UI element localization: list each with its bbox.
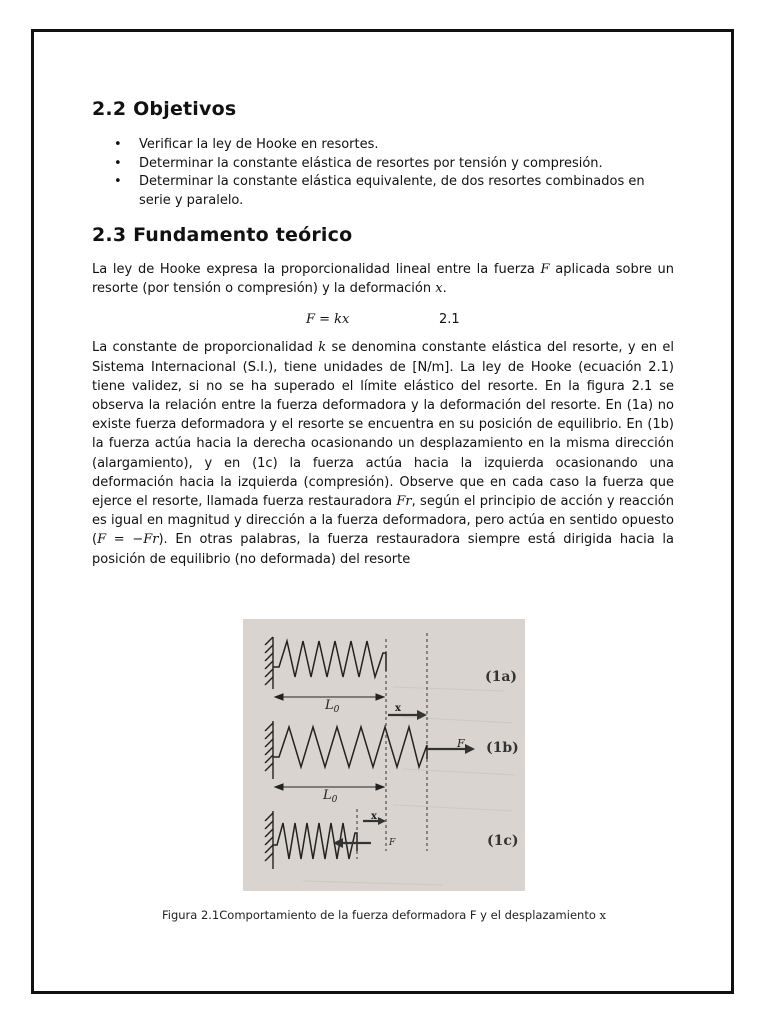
spring-1a: [273, 641, 386, 677]
hooke-intro-paragraph: [92, 260, 674, 298]
math-symbol: F: [540, 262, 550, 277]
case-1c-label: (1c): [487, 833, 519, 849]
text-run: ). En otras palabras, la fuerza restauradora siempre está dirigida hacia la posición de equilibrio (no deformada) del resorte: [92, 532, 674, 567]
page-content: [92, 98, 674, 569]
spring-figure: [243, 619, 525, 891]
L0-label-mid: $L_0$: [323, 788, 338, 805]
objetivo-item: • Determinar la constante elástica equivalente, de dos resortes combinados en serie y paralelo.: [92, 173, 674, 210]
text-run: aplicada sobre un resorte (por tensión o compresión) y la deformación: [92, 262, 675, 297]
text-run: La ley de Hooke expresa la proporcionalidad lineal entre la fuerza: [92, 262, 541, 277]
x-label-bottom: x: [371, 811, 377, 822]
hooke-equation: F = kx: [306, 312, 350, 328]
math-symbol: x: [435, 281, 443, 297]
math-symbol: Fr: [396, 494, 412, 510]
objetivo-item: • Determinar la constante elástica de resortes por tensión y compresión.: [92, 155, 674, 174]
F-label-bottom: F: [389, 838, 396, 848]
spring-1c: [273, 823, 357, 859]
x-label-top: x: [395, 703, 401, 714]
equation-row: [92, 308, 674, 338]
text-run: se denomina constante elástica del resorte, y en el Sistema Internacional (S.I.), tiene unidades de [N/m]. La ley de Hooke (ecuación 2.1) tiene validez, si no se ha superado el límite elástico del resorte. En la figura 2.1 se observa la relación entre la fuerza deformadora y la deformación del resorte. En (1a) no existe fuerza deformadora y el resorte se encuentra en su posición de equilibrio. En (1b) la fuerza actúa hacia la derecha ocasionando un desplazamiento en la misma dirección (alargamiento), y en (1c) la fuerza actúa hacia la izquierda ocasionando una deformación hacia la izquierda (compresión). Observe que en cada caso la fuerza que ejerce el resorte, llamada fuerza restauradora: [92, 340, 674, 510]
caption-text: Figura 2.1Comportamiento de la fuerza deformadora F y el desplazamiento: [161, 908, 600, 922]
text-run: , según el principio de acción y reacción es igual en magnitud y dirección a la fuerza deformadora, pero actúa en sentido opuesto (: [92, 494, 674, 548]
case-1b-label: (1b): [486, 740, 519, 756]
spring-diagram: [243, 619, 525, 891]
spring-1b: [273, 727, 427, 767]
F-label-mid: F: [457, 737, 465, 750]
math-expression: F = −Fr: [97, 532, 159, 548]
L0-label-top: $L_0$: [325, 698, 340, 715]
math-symbol: k: [318, 340, 327, 356]
case-1a-label: (1a): [485, 669, 518, 685]
hooke-body-paragraph: [92, 338, 674, 568]
text-run: La constante de proporcionalidad: [92, 340, 319, 356]
objetivos-list: [92, 136, 674, 210]
text-run: .: [442, 281, 447, 297]
fundamento-heading: 2.3 Fundamento teórico: [92, 224, 353, 246]
caption-math-symbol: x: [599, 908, 607, 922]
objetivo-item: • Verificar la ley de Hooke en resortes.: [92, 136, 674, 155]
objetivos-heading: 2.2 Objetivos: [92, 98, 237, 120]
equation-number: 2.1: [439, 312, 460, 328]
figure-caption: [0, 908, 768, 922]
